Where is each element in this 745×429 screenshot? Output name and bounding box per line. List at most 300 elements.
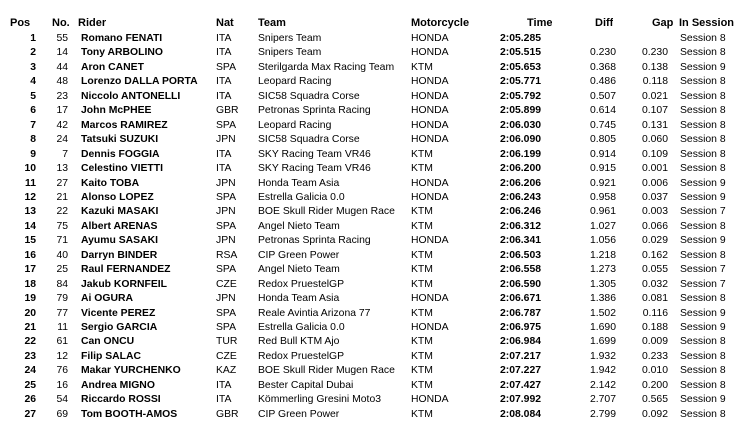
row-motorcycle: KTM — [411, 336, 433, 348]
row-diff: 0.368 — [589, 61, 616, 73]
row-nat: JPN — [216, 293, 236, 305]
row-rider: Aron CANET — [81, 61, 144, 73]
row-number: 54 — [56, 394, 68, 406]
row-motorcycle: KTM — [411, 365, 433, 377]
table-row — [0, 119, 745, 134]
row-nat: ITA — [216, 90, 232, 102]
row-gap: 0.233 — [641, 350, 668, 362]
row-pos: 19 — [24, 293, 36, 305]
row-nat: SPA — [216, 119, 237, 131]
table-row — [0, 148, 745, 163]
row-time: 2:06.975 — [500, 322, 542, 333]
row-pos: 5 — [30, 90, 36, 102]
row-diff: 1.027 — [589, 220, 616, 232]
row-number: 16 — [56, 379, 68, 391]
row-diff: 0.958 — [589, 191, 616, 203]
row-team: Angel Nieto Team — [258, 220, 340, 232]
row-nat: KAZ — [216, 365, 237, 377]
row-team: Estrella Galicia 0.0 — [258, 191, 345, 203]
row-nat: SPA — [216, 191, 237, 203]
row-pos: 18 — [24, 278, 36, 290]
row-team: Leopard Racing — [258, 76, 332, 88]
row-motorcycle: KTM — [411, 264, 433, 276]
row-motorcycle: KTM — [411, 61, 433, 73]
row-gap: 0.162 — [641, 249, 668, 261]
row-team: SIC58 Squadra Corse — [258, 90, 360, 102]
row-session: Session 7 — [680, 264, 726, 276]
row-time: 2:07.427 — [500, 379, 542, 391]
row-team: CIP Green Power — [258, 408, 340, 420]
row-motorcycle: HONDA — [411, 293, 449, 305]
row-rider: Dennis FOGGIA — [81, 148, 160, 160]
row-number: 75 — [56, 220, 68, 232]
row-time: 2:06.206 — [500, 177, 542, 189]
header-rider: Rider — [78, 17, 107, 29]
row-time: 2:07.217 — [500, 350, 542, 362]
row-pos: 6 — [30, 105, 36, 117]
row-rider: Marcos RAMIREZ — [81, 119, 168, 131]
row-time: 2:06.984 — [500, 336, 542, 348]
row-gap: 0.109 — [641, 148, 668, 160]
row-diff: 1.942 — [589, 365, 616, 377]
row-rider: Darryn BINDER — [81, 249, 158, 261]
row-rider: Andrea MIGNO — [81, 379, 155, 391]
table-row — [0, 75, 745, 90]
row-team: SIC58 Squadra Corse — [258, 134, 360, 146]
row-motorcycle: HONDA — [411, 322, 449, 333]
row-pos: 21 — [24, 322, 36, 333]
row-gap: 0.032 — [641, 278, 668, 290]
row-motorcycle: HONDA — [411, 105, 449, 117]
table-header — [0, 16, 745, 31]
row-number: 48 — [56, 76, 68, 88]
row-number: 17 — [56, 105, 68, 117]
row-diff: 1.305 — [589, 278, 616, 290]
row-diff: 1.502 — [589, 307, 616, 319]
table-row — [0, 393, 745, 408]
row-session: Session 8 — [680, 76, 726, 88]
header-team: Team — [258, 17, 286, 29]
row-rider: Niccolo ANTONELLI — [81, 90, 181, 102]
row-session: Session 8 — [680, 249, 726, 261]
row-nat: CZE — [216, 350, 237, 362]
row-diff: 2.707 — [589, 394, 616, 406]
row-rider: Kaito TOBA — [81, 177, 140, 189]
row-team: Leopard Racing — [258, 119, 332, 131]
table-row — [0, 90, 745, 105]
row-time: 2:06.199 — [500, 148, 542, 160]
row-motorcycle: KTM — [411, 249, 433, 261]
row-gap: 0.200 — [641, 379, 668, 391]
row-motorcycle: HONDA — [411, 177, 449, 189]
row-session: Session 9 — [680, 235, 726, 247]
row-gap: 0.060 — [641, 134, 668, 146]
row-pos: 10 — [24, 163, 36, 175]
header-diff: Diff — [595, 17, 614, 29]
row-nat: RSA — [216, 249, 238, 261]
row-nat: SPA — [216, 264, 237, 276]
row-team: Snipers Team — [258, 47, 322, 59]
row-rider: John McPHEE — [81, 105, 152, 117]
row-diff: 0.486 — [589, 76, 616, 88]
row-time: 2:05.792 — [500, 90, 542, 102]
header-pos: Pos — [10, 17, 31, 29]
row-time: 2:06.787 — [500, 307, 542, 319]
row-pos: 23 — [24, 350, 36, 362]
row-team: BOE Skull Rider Mugen Race — [258, 206, 395, 218]
row-pos: 13 — [24, 206, 36, 218]
row-rider: Makar YURCHENKO — [81, 365, 181, 377]
table-row — [0, 249, 745, 264]
row-session: Session 8 — [680, 365, 726, 377]
row-nat: JPN — [216, 235, 236, 247]
table-row — [0, 350, 745, 365]
row-gap: 0.107 — [641, 105, 668, 117]
row-diff: 0.914 — [589, 148, 616, 160]
row-pos: 17 — [24, 264, 36, 276]
header-time: Time — [527, 17, 553, 29]
row-pos: 20 — [24, 307, 36, 319]
row-team: Petronas Sprinta Racing — [258, 235, 371, 247]
row-team: Redox PruestelGP — [258, 278, 345, 290]
header-no: No. — [52, 17, 70, 29]
row-session: Session 8 — [680, 293, 726, 305]
table-row — [0, 104, 745, 119]
row-gap: 0.092 — [641, 408, 668, 420]
row-team: Sterilgarda Max Racing Team — [258, 61, 395, 73]
row-rider: Ayumu SASAKI — [81, 235, 158, 247]
row-diff: 1.273 — [589, 264, 616, 276]
row-diff: 1.690 — [589, 322, 616, 333]
row-number: 25 — [56, 264, 68, 276]
row-team: CIP Green Power — [258, 249, 340, 261]
row-number: 22 — [56, 206, 68, 218]
row-pos: 26 — [24, 394, 36, 406]
row-number: 71 — [56, 235, 68, 247]
row-diff: 0.915 — [589, 163, 616, 175]
table-row — [0, 220, 745, 235]
row-team: SKY Racing Team VR46 — [258, 163, 371, 175]
row-time: 2:05.285 — [500, 33, 542, 44]
row-rider: Ai OGURA — [81, 293, 133, 305]
row-time: 2:06.503 — [500, 249, 542, 261]
table-row — [0, 133, 745, 148]
row-nat: ITA — [216, 379, 232, 391]
row-diff: 1.056 — [589, 235, 616, 247]
row-nat: SPA — [216, 307, 237, 319]
row-time: 2:06.030 — [500, 119, 542, 131]
row-nat: CZE — [216, 278, 237, 290]
row-time: 2:05.899 — [500, 105, 542, 117]
row-session: Session 9 — [680, 322, 726, 333]
row-rider: Vicente PEREZ — [81, 307, 156, 319]
row-motorcycle: KTM — [411, 379, 433, 391]
row-session: Session 9 — [680, 191, 726, 203]
row-session: Session 8 — [680, 119, 726, 131]
header-session: In Session — [679, 17, 735, 29]
row-time: 2:05.515 — [500, 47, 542, 59]
row-time: 2:06.243 — [500, 191, 542, 203]
row-pos: 24 — [24, 365, 36, 377]
row-motorcycle: KTM — [411, 206, 433, 218]
row-number: 12 — [56, 350, 68, 362]
row-team: Petronas Sprinta Racing — [258, 105, 371, 117]
row-rider: Romano FENATI — [81, 33, 163, 44]
row-team: SKY Racing Team VR46 — [258, 148, 371, 160]
row-pos: 15 — [24, 235, 36, 247]
row-session: Session 8 — [680, 33, 726, 44]
row-motorcycle: HONDA — [411, 191, 449, 203]
row-rider: Jakub KORNFEIL — [81, 278, 168, 290]
table-row — [0, 321, 745, 336]
row-session: Session 8 — [680, 336, 726, 348]
row-team: Reale Avintia Arizona 77 — [258, 307, 371, 319]
row-number: 76 — [56, 365, 68, 377]
row-number: 24 — [56, 134, 68, 146]
row-motorcycle: KTM — [411, 163, 433, 175]
row-gap: 0.006 — [641, 177, 668, 189]
table-row — [0, 162, 745, 177]
row-team: Red Bull KTM Ajo — [258, 336, 340, 348]
row-diff: 1.386 — [589, 293, 616, 305]
row-pos: 27 — [24, 408, 36, 420]
row-motorcycle: HONDA — [411, 394, 449, 406]
row-rider: Raul FERNANDEZ — [81, 264, 171, 276]
row-team: Kömmerling Gresini Moto3 — [258, 394, 381, 406]
row-nat: JPN — [216, 134, 236, 146]
row-time: 2:06.671 — [500, 293, 542, 305]
row-number: 23 — [56, 90, 68, 102]
row-time: 2:06.090 — [500, 134, 542, 146]
row-diff: 0.745 — [589, 119, 616, 131]
row-gap: 0.131 — [641, 119, 668, 131]
row-time: 2:07.992 — [500, 394, 542, 406]
row-gap: 0.037 — [641, 191, 668, 203]
row-nat: SPA — [216, 61, 237, 73]
row-motorcycle: KTM — [411, 148, 433, 160]
header-nat: Nat — [216, 17, 234, 29]
table-row — [0, 32, 745, 47]
row-pos: 11 — [25, 177, 36, 189]
row-pos: 9 — [30, 148, 36, 160]
row-nat: ITA — [216, 47, 232, 59]
row-time: 2:08.084 — [500, 408, 542, 420]
row-motorcycle: KTM — [411, 220, 433, 232]
row-rider: Tatsuki SUZUKI — [81, 134, 159, 146]
row-number: 42 — [56, 119, 68, 131]
row-motorcycle: HONDA — [411, 119, 449, 131]
row-session: Session 9 — [680, 307, 726, 319]
row-session: Session 8 — [680, 47, 726, 59]
row-nat: SPA — [216, 220, 237, 232]
row-gap: 0.003 — [641, 206, 668, 218]
row-nat: ITA — [216, 76, 232, 88]
table-row — [0, 234, 745, 249]
row-session: Session 8 — [680, 379, 726, 391]
row-rider: Kazuki MASAKI — [81, 206, 159, 218]
row-time: 2:06.246 — [500, 206, 542, 218]
table-row — [0, 46, 745, 61]
row-session: Session 8 — [680, 163, 726, 175]
row-rider: Tom BOOTH-AMOS — [81, 408, 178, 420]
row-diff: 0.805 — [589, 134, 616, 146]
row-diff: 0.230 — [589, 47, 616, 59]
row-team: Redox PruestelGP — [258, 350, 345, 362]
row-rider: Filip SALAC — [81, 350, 142, 362]
row-number: 79 — [56, 293, 68, 305]
table-row — [0, 307, 745, 322]
table-row — [0, 263, 745, 278]
row-gap: 0.565 — [641, 394, 668, 406]
row-number: 84 — [56, 278, 68, 290]
row-nat: ITA — [216, 163, 232, 175]
row-team: BOE Skull Rider Mugen Race — [258, 365, 395, 377]
row-session: Session 9 — [680, 394, 726, 406]
row-pos: 16 — [24, 249, 36, 261]
row-time: 2:06.590 — [500, 278, 542, 290]
row-nat: ITA — [216, 394, 232, 406]
row-number: 55 — [56, 33, 68, 44]
row-number: 69 — [56, 408, 68, 420]
row-pos: 4 — [30, 76, 36, 88]
row-number: 7 — [62, 148, 68, 160]
row-pos: 8 — [30, 134, 36, 146]
row-diff: 2.799 — [589, 408, 616, 420]
row-team: Honda Team Asia — [258, 293, 340, 305]
row-team: Estrella Galicia 0.0 — [258, 322, 345, 333]
table-row — [0, 61, 745, 76]
row-diff: 1.218 — [589, 249, 616, 261]
row-rider: Tony ARBOLINO — [81, 47, 163, 59]
row-motorcycle: KTM — [411, 278, 433, 290]
row-rider: Alonso LOPEZ — [81, 191, 154, 203]
row-session: Session 7 — [680, 206, 726, 218]
row-pos: 12 — [24, 191, 36, 203]
row-motorcycle: KTM — [411, 307, 433, 319]
row-number: 13 — [56, 163, 68, 175]
row-gap: 0.010 — [641, 365, 668, 377]
row-number: 40 — [56, 249, 68, 261]
row-number: 61 — [56, 336, 68, 348]
row-pos: 22 — [24, 336, 36, 348]
row-team: Angel Nieto Team — [258, 264, 340, 276]
row-time: 2:06.341 — [500, 235, 542, 247]
row-number: 14 — [56, 47, 68, 59]
table-row — [0, 191, 745, 206]
row-session: Session 8 — [680, 148, 726, 160]
row-gap: 0.081 — [641, 293, 668, 305]
row-nat: GBR — [216, 105, 239, 117]
row-rider: Can ONCU — [81, 336, 135, 348]
row-time: 2:05.653 — [500, 61, 542, 73]
row-number: 21 — [56, 191, 68, 203]
row-gap: 0.118 — [642, 76, 668, 88]
row-nat: ITA — [216, 148, 232, 160]
table-row — [0, 379, 745, 394]
row-nat: GBR — [216, 408, 239, 420]
row-time: 2:06.200 — [500, 163, 542, 175]
row-rider: Riccardo ROSSI — [81, 394, 161, 406]
row-time: 2:05.771 — [500, 76, 542, 88]
row-nat: JPN — [216, 206, 236, 218]
row-gap: 0.021 — [641, 90, 668, 102]
row-motorcycle: HONDA — [411, 134, 449, 146]
row-diff: 0.961 — [589, 206, 616, 218]
table-row — [0, 364, 745, 379]
table-row — [0, 177, 745, 192]
row-session: Session 9 — [680, 177, 726, 189]
row-session: Session 8 — [680, 220, 726, 232]
row-time: 2:06.312 — [500, 220, 542, 232]
row-session: Session 8 — [680, 90, 726, 102]
header-gap: Gap — [652, 17, 674, 29]
row-gap: 0.116 — [642, 307, 668, 319]
row-team: Honda Team Asia — [258, 177, 340, 189]
row-session: Session 8 — [680, 134, 726, 146]
row-time: 2:07.227 — [500, 365, 542, 377]
table-row — [0, 205, 745, 220]
row-pos: 7 — [30, 119, 36, 131]
row-motorcycle: HONDA — [411, 76, 449, 88]
row-rider: Celestino VIETTI — [81, 163, 163, 175]
row-motorcycle: KTM — [411, 350, 433, 362]
table-row — [0, 335, 745, 350]
row-motorcycle: HONDA — [411, 33, 449, 44]
header-motorcycle: Motorcycle — [411, 17, 470, 29]
row-pos: 1 — [30, 33, 36, 44]
row-session: Session 9 — [680, 61, 726, 73]
row-diff: 0.507 — [589, 90, 616, 102]
row-diff: 0.921 — [589, 177, 616, 189]
row-motorcycle: HONDA — [411, 235, 449, 247]
row-gap: 0.230 — [641, 47, 668, 59]
row-session: Session 8 — [680, 350, 726, 362]
row-pos: 2 — [30, 47, 36, 59]
row-number: 44 — [56, 61, 68, 73]
row-pos: 14 — [24, 220, 36, 232]
row-pos: 3 — [30, 61, 36, 73]
row-diff: 0.614 — [589, 105, 616, 117]
row-diff: 1.932 — [589, 350, 616, 362]
row-motorcycle: HONDA — [411, 90, 449, 102]
row-gap: 0.029 — [641, 235, 668, 247]
row-gap: 0.188 — [641, 322, 668, 333]
row-rider: Lorenzo DALLA PORTA — [81, 76, 198, 88]
row-rider: Albert ARENAS — [81, 220, 158, 232]
row-number: 11 — [57, 322, 68, 333]
table-row — [0, 292, 745, 307]
row-session: Session 7 — [680, 278, 726, 290]
row-nat: TUR — [216, 336, 238, 348]
row-motorcycle: HONDA — [411, 47, 449, 59]
row-gap: 0.055 — [641, 264, 668, 276]
table-row — [0, 278, 745, 293]
row-diff: 1.699 — [589, 336, 616, 348]
row-nat: JPN — [216, 177, 236, 189]
row-nat: SPA — [216, 322, 237, 333]
row-session: Session 8 — [680, 408, 726, 420]
row-team: Snipers Team — [258, 33, 322, 44]
row-gap: 0.066 — [641, 220, 668, 232]
row-diff: 2.142 — [589, 379, 616, 391]
row-session: Session 8 — [680, 105, 726, 117]
row-number: 77 — [56, 307, 68, 319]
row-motorcycle: KTM — [411, 408, 433, 420]
row-pos: 25 — [24, 379, 36, 391]
row-gap: 0.138 — [641, 61, 668, 73]
row-number: 27 — [56, 177, 68, 189]
row-gap: 0.009 — [641, 336, 668, 348]
